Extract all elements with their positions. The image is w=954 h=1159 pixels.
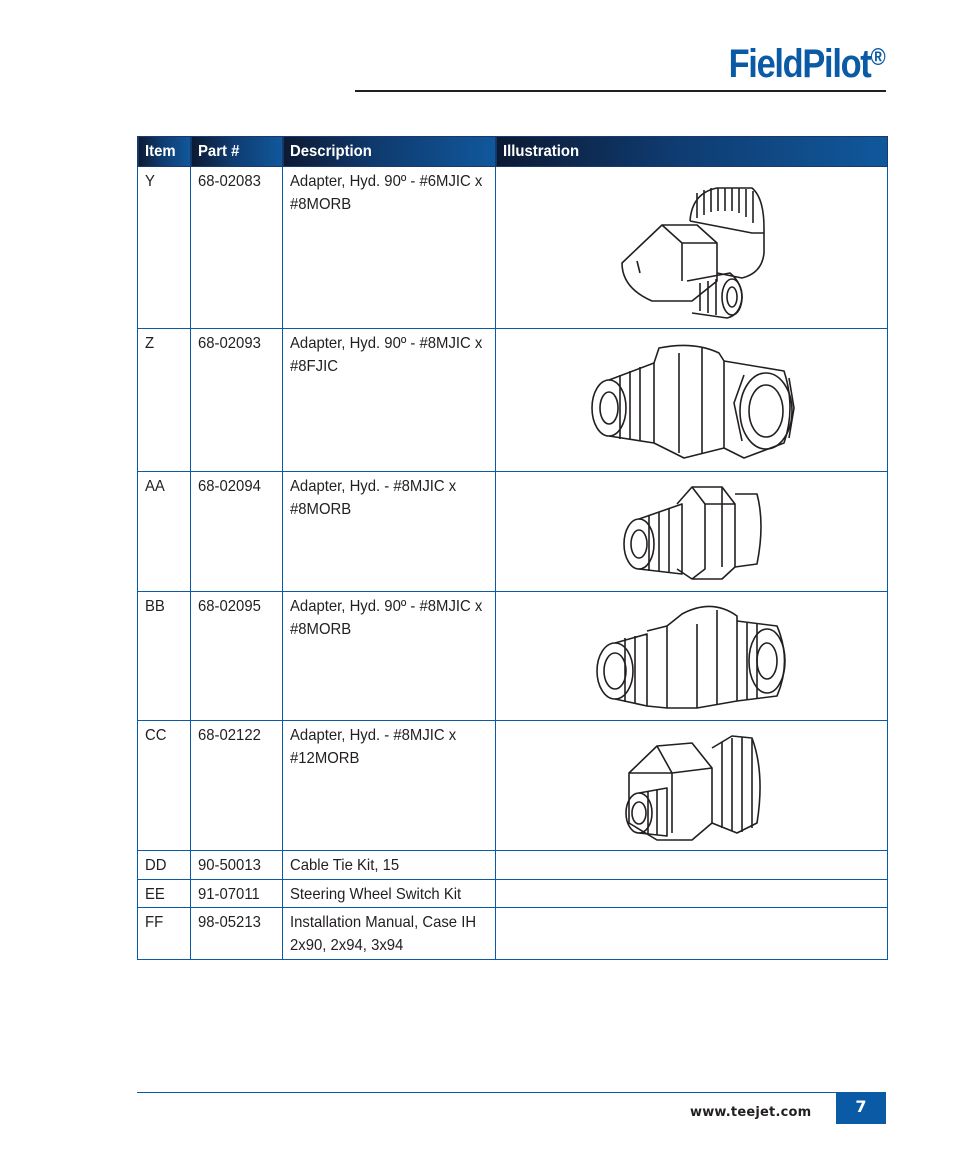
cell-description: Adapter, Hyd. 90º - #8MJIC x #8MORB [283,592,496,721]
table-row [138,472,888,592]
table-row [138,592,888,721]
table-row [138,329,888,472]
cell-description: Adapter, Hyd. 90º - #8MJIC x #8FJIC [283,329,496,472]
cell-illustration [496,908,888,960]
cell-part: 68-02093 [191,329,283,472]
cell-description: Cable Tie Kit, 15 [283,851,496,880]
header-part: Part # [191,137,283,167]
fieldpilot-logo [729,44,886,84]
footer-rule [137,1092,886,1093]
table-row [138,721,888,851]
cell-illustration [496,880,888,908]
cell-illustration [496,851,888,880]
cell-part: 68-02094 [191,472,283,592]
cell-description: Adapter, Hyd. 90º - #6MJIC x #8MORB [283,167,496,329]
table-row [138,167,888,329]
table-row [138,880,888,908]
table-header-row [138,137,888,167]
elbow-adapter-mjic-morb-8-icon [587,596,797,716]
cell-item: Z [138,329,191,472]
cell-item: CC [138,721,191,851]
cell-part: 68-02095 [191,592,283,721]
cell-description: Installation Manual, Case IH 2x90, 2x94, 3x94 [283,908,496,960]
header-item: Item [138,137,191,167]
cell-description: Steering Wheel Switch Kit [283,880,496,908]
cell-item: EE [138,880,191,908]
cell-part: 98-05213 [191,908,283,960]
cell-item: DD [138,851,191,880]
cell-description: Adapter, Hyd. - #8MJIC x #12MORB [283,721,496,851]
cell-item: BB [138,592,191,721]
registered-mark: ® [870,44,886,71]
header-rule [355,90,886,92]
elbow-adapter-mjic-fjic-icon [584,333,799,468]
page-number: 7 [836,1093,886,1124]
cell-part: 68-02083 [191,167,283,329]
straight-adapter-mjic-12morb-icon [617,728,767,843]
cell-illustration [496,721,888,851]
cell-part: 90-50013 [191,851,283,880]
straight-adapter-mjic-morb-icon [617,479,767,584]
cell-part: 91-07011 [191,880,283,908]
cell-illustration [496,592,888,721]
cell-item: Y [138,167,191,329]
cell-item: FF [138,908,191,960]
website-url: www.teejet.com [690,1105,812,1120]
cell-illustration [496,329,888,472]
logo-text: FieldPilot [728,42,871,86]
cell-illustration [496,472,888,592]
cell-illustration [496,167,888,329]
header-description: Description [283,137,496,167]
cell-part: 68-02122 [191,721,283,851]
table-row [138,851,888,880]
elbow-adapter-mjic-morb-icon [602,173,782,323]
table-row [138,908,888,960]
cell-description: Adapter, Hyd. - #8MJIC x #8MORB [283,472,496,592]
parts-table [137,136,888,960]
header-illustration: Illustration [496,137,888,167]
cell-item: AA [138,472,191,592]
